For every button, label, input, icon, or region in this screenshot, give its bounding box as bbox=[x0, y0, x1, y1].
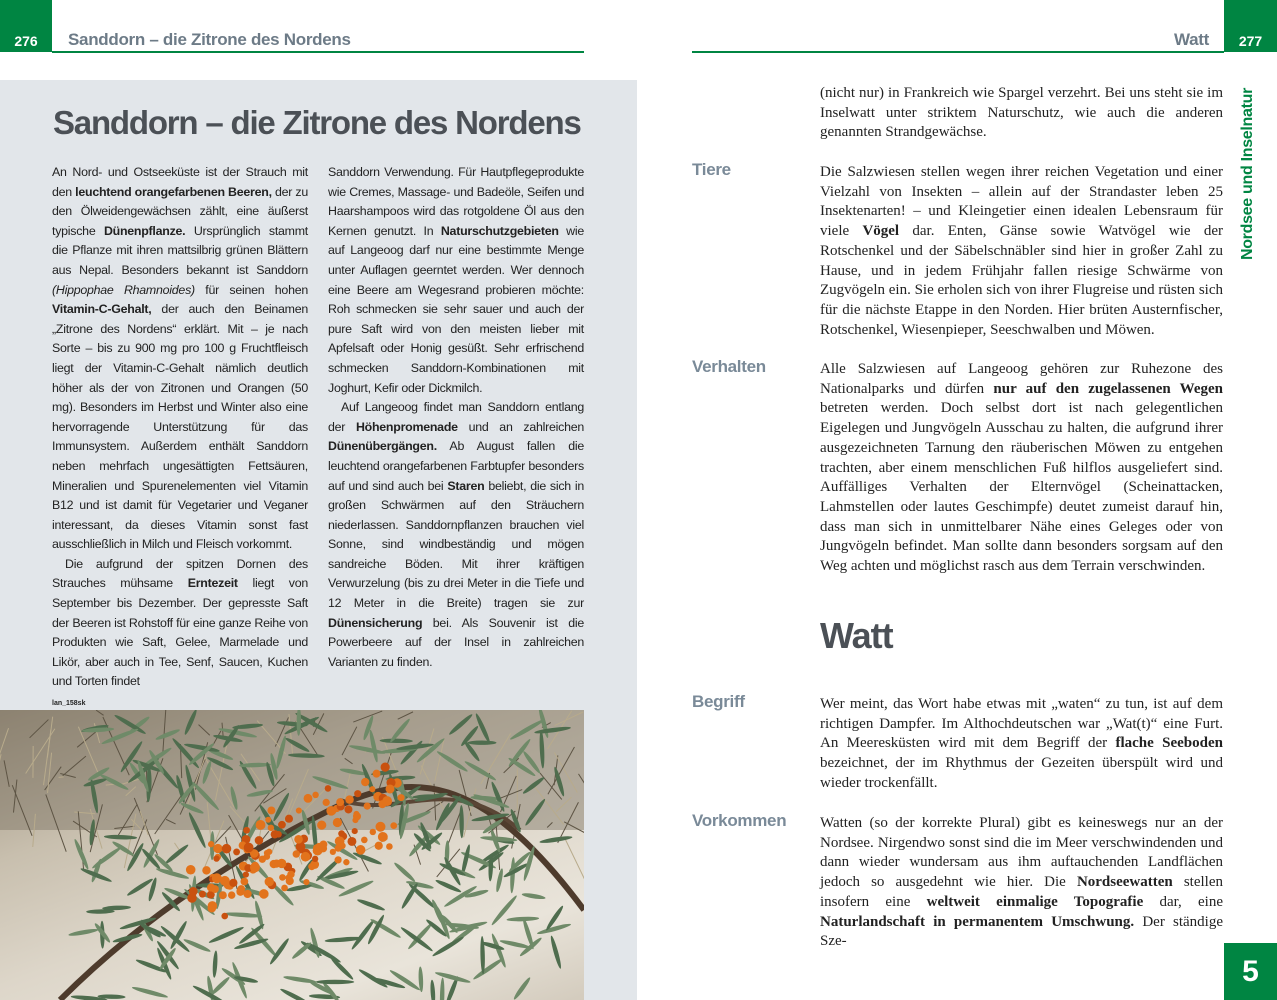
orange-berry bbox=[293, 850, 300, 857]
chapter-side-tab bbox=[1235, 87, 1261, 261]
orange-berry bbox=[386, 843, 393, 850]
side-tab-label: Nordsee und Inselnatur bbox=[1239, 87, 1257, 261]
text-run: Sanddorn Verwendung. Für Hautpflegeprodukte wie Cremes, Massage- und Badeöle, Seifen und Haarshampoos wird das rotgoldene Öl aus den Kernen genutzt. In bbox=[328, 165, 584, 238]
intro-paragraph bbox=[820, 84, 1223, 143]
section-label-begriff: Begriff bbox=[692, 692, 745, 711]
leaf bbox=[522, 845, 536, 881]
text-run: Die aufgrund der spitzen Dornen des Strauches mühsame bbox=[52, 556, 308, 591]
text-run: dar. Enten, Gänse sowie Watvögel wie der Rotschenkel und der Säbelschnäbler sind hier in großer Zahl zu Hause, und in jedem Frühjahr fallen riesige Schwärme von Zugvögeln ein. Sie erholen sich von ihrer Flugreise und rüsten sich für die nächste Etappe in den Norden. Hier brüten Austernfischer, Rotschenkel, Wiesenpieper, Seeschwalben und Möwen. bbox=[820, 223, 1223, 338]
leaf bbox=[549, 935, 562, 969]
orange-berry bbox=[268, 825, 274, 831]
orange-berry bbox=[336, 798, 344, 806]
orange-berry bbox=[233, 848, 240, 855]
orange-berry bbox=[281, 885, 288, 892]
page-number-right bbox=[1224, 0, 1277, 52]
orange-berry bbox=[243, 871, 249, 877]
text-run: beliebt, die sich in großen Schwärmen auf den Sträuchern niederlassen. Sanddornpflanzen brauchen viel Sonne, sind windbeständig und mögen sandreiche Böden. Mit ihrer kräftigen Verwurzelung (bis zu drei Meter in die Tiefe und 12 Meter in die Breite) tragen sie zur bbox=[328, 478, 584, 611]
orange-berry bbox=[382, 796, 392, 806]
box-column-2 bbox=[328, 163, 584, 672]
leaf bbox=[434, 971, 471, 985]
orange-berry bbox=[266, 849, 272, 855]
leaf bbox=[393, 861, 417, 883]
leaf bbox=[495, 868, 504, 893]
orange-berry bbox=[386, 784, 395, 793]
box-column-1 bbox=[52, 163, 308, 692]
orange-berry bbox=[361, 837, 368, 844]
orange-berry bbox=[208, 841, 214, 847]
section-label-verhalten: Verhalten bbox=[692, 357, 766, 376]
paragraph bbox=[328, 398, 584, 672]
box-title: Sanddorn – die Zitrone des Nordens bbox=[53, 104, 581, 141]
leaf bbox=[521, 892, 545, 900]
header-rule-left bbox=[52, 51, 584, 53]
bold-text: nur auf den zugelassenen Wegen bbox=[993, 380, 1223, 397]
orange-berry bbox=[320, 841, 328, 849]
orange-berry bbox=[250, 862, 260, 872]
bold-text: Vögel bbox=[862, 223, 900, 240]
leaf bbox=[389, 968, 422, 991]
text-run: Wer meint, das Wort habe etwas mit „waten“ zu tun, ist auf dem richtigen Dampfer. Im Althochdeutschen war „Wat(t)“ eine Furt. An Meeresküsten wird mit dem Begriff der bbox=[820, 696, 1223, 752]
bold-text: Dünenpflanze. bbox=[103, 223, 186, 238]
section-label-tiere: Tiere bbox=[692, 160, 731, 179]
orange-berry bbox=[301, 852, 311, 862]
leaf bbox=[315, 980, 354, 984]
orange-berry bbox=[189, 887, 198, 896]
sea-buckthorn-photo bbox=[0, 710, 584, 1000]
leaf bbox=[537, 922, 572, 935]
section-label-vorkommen: Vorkommen bbox=[692, 811, 787, 830]
orange-berry bbox=[369, 786, 375, 792]
orange-berry bbox=[317, 820, 326, 829]
leaf bbox=[306, 941, 342, 964]
leaf bbox=[480, 936, 485, 974]
orange-berry bbox=[344, 805, 352, 813]
text-run: bezeichnet, der im Rhythmus der Gezeiten überspült wird und wieder trockenfällt. bbox=[820, 755, 1223, 791]
orange-berry bbox=[390, 822, 397, 829]
orange-berry bbox=[244, 843, 254, 853]
text-run: der zu den Ölweidengewächsen zählt, eine äußerst typische bbox=[52, 184, 308, 238]
orange-berry bbox=[373, 770, 381, 778]
bold-text: Naturschutzgebieten bbox=[440, 223, 559, 238]
orange-berry bbox=[285, 815, 293, 823]
section-text-verhalten bbox=[820, 360, 1223, 577]
orange-berry bbox=[312, 792, 318, 798]
orange-berry bbox=[213, 844, 222, 853]
leaf bbox=[356, 898, 385, 912]
orange-berry bbox=[352, 817, 358, 823]
orange-berry bbox=[275, 831, 282, 838]
running-head-left: Sanddorn – die Zitrone des Nordens bbox=[68, 30, 351, 49]
orange-berry bbox=[303, 879, 309, 885]
orange-berry bbox=[222, 844, 232, 854]
orange-berry bbox=[186, 865, 196, 875]
leaf bbox=[208, 925, 245, 944]
orange-berry bbox=[347, 837, 356, 846]
paragraph bbox=[52, 555, 308, 692]
orange-berry bbox=[345, 795, 353, 803]
orange-berry bbox=[259, 856, 266, 863]
chapter-number-tab bbox=[1224, 943, 1277, 1000]
orange-berry bbox=[328, 807, 336, 815]
orange-berry bbox=[334, 856, 341, 863]
orange-berry bbox=[211, 885, 219, 893]
bold-text: Erntezeit bbox=[187, 576, 238, 591]
paragraph bbox=[820, 360, 1223, 577]
text-run: Ab August fallen die leuchtend orangefarbenen Farbtupfer besonders auf und sind auch bei bbox=[328, 439, 584, 493]
orange-berry bbox=[241, 878, 249, 886]
text-run: Ursprünglich stammt die Pflanze mit ihren mattsilbrig grünen Blättern aus Nepal. Besonders bekannt ist Sanddorn bbox=[52, 223, 308, 277]
orange-berry bbox=[259, 889, 269, 899]
text-run: und an zahlreichen bbox=[457, 419, 584, 434]
leaf bbox=[155, 867, 189, 881]
grass-blade bbox=[59, 777, 64, 778]
orange-berry bbox=[278, 821, 286, 829]
text-run: Auf Langeoog findet man Sanddorn entlang der bbox=[328, 400, 584, 434]
paragraph bbox=[328, 163, 584, 398]
bold-text: Naturlandschaft in permanentem Umschwung. bbox=[820, 913, 1135, 930]
text-run: (Hippophae Rhamnoides) bbox=[52, 282, 195, 297]
orange-berry bbox=[229, 879, 237, 887]
orange-berry bbox=[221, 913, 228, 920]
leaf bbox=[111, 840, 135, 857]
orange-berry bbox=[296, 807, 302, 813]
photo-caption: lan_158sk bbox=[52, 700, 86, 707]
bold-text: Vitamin-C-Gehalt, bbox=[52, 302, 152, 317]
orange-berry bbox=[398, 794, 405, 801]
orange-berry bbox=[370, 829, 376, 835]
leaf bbox=[499, 939, 531, 950]
text-run: betreten werden. Doch selbst dort ist nach gelegentlichen Eigelegen und Jungvögeln Ausschau zu halten, die aufgrund ihrer ausgezeichneten Tarnung den räuberischen Möwen zu entgehen trachten, aber einem menschlichen Fuß hilflos ausgeliefert sind. Auffälliges Verhalten der Elternvögel (Scheinattacken, Lahmstellen oder lautes Geschimpfe) deutet zumeist darauf hin, dass man sich in unmittelbarer Nähe eines Geleges oder von Jungvögeln befindet. Man sollte dann besonders sorgsam auf den Weg achten und möglichst rasch aus dem Terrain verschwinden. bbox=[820, 400, 1223, 575]
orange-berry bbox=[265, 877, 274, 886]
section-text-tiere bbox=[820, 163, 1223, 340]
orange-berry bbox=[237, 885, 245, 893]
leaf bbox=[431, 935, 465, 958]
orange-berry bbox=[265, 817, 271, 823]
orange-berry bbox=[294, 835, 303, 844]
paragraph bbox=[820, 814, 1223, 952]
bold-text: flache Seeboden bbox=[1115, 735, 1223, 752]
header-rule-right bbox=[692, 51, 1224, 53]
running-head-right: Watt bbox=[1174, 30, 1209, 49]
chapter-number: 5 bbox=[1242, 954, 1259, 988]
bold-text: Höhenpromenade bbox=[355, 419, 458, 434]
orange-berry bbox=[364, 803, 371, 810]
orange-berry bbox=[267, 807, 275, 815]
orange-berry bbox=[304, 794, 313, 803]
leaf bbox=[131, 985, 168, 999]
bold-text: Staren bbox=[447, 478, 485, 493]
leaf bbox=[472, 957, 504, 981]
orange-berry bbox=[243, 890, 251, 898]
paragraph bbox=[820, 695, 1223, 794]
orange-berry bbox=[323, 799, 330, 806]
orange-berry bbox=[243, 827, 250, 834]
text-run: Watten (so der korrekte Plural) gibt es keineswegs nur an der Nordsee. Nirgendwo sonst sind die im Meer verschwindenden und dann wieder wundersam aus ihm auftauchenden Landflächen jedoch so ausgedehnt wie hier. Die bbox=[820, 815, 1223, 891]
orange-berry bbox=[202, 866, 210, 874]
text-run: Der ständige Sze- bbox=[820, 913, 1223, 950]
text-run: An Nord- und Ostseeküste ist der Strauch mit den bbox=[52, 165, 308, 199]
orange-berry bbox=[213, 856, 219, 862]
orange-berry bbox=[378, 832, 388, 842]
orange-berry bbox=[376, 822, 386, 832]
page-number-text: 276 bbox=[14, 33, 38, 49]
paragraph bbox=[52, 163, 308, 555]
leaf bbox=[212, 950, 218, 978]
leaf bbox=[104, 834, 137, 840]
text-run: stellen insofern eine bbox=[820, 874, 1224, 910]
leaf bbox=[86, 909, 115, 914]
sea-buckthorn-illustration bbox=[0, 710, 584, 1000]
bold-text: Nordseewatten bbox=[1076, 874, 1173, 891]
orange-berry bbox=[356, 845, 366, 855]
orange-berry bbox=[354, 790, 361, 797]
leaf bbox=[439, 977, 444, 1000]
leaf bbox=[430, 899, 444, 925]
text-run: bei. Als Souvenir ist die Powerbeere auf der Insel in zahlreichen Varianten zu finden. bbox=[328, 615, 584, 669]
orange-berry bbox=[352, 828, 358, 834]
orange-berry bbox=[256, 820, 266, 830]
orange-berry bbox=[208, 904, 217, 913]
orange-berry bbox=[279, 874, 286, 881]
leaf bbox=[91, 845, 123, 870]
orange-berry bbox=[361, 778, 369, 786]
bold-text: Dünenübergängen. bbox=[328, 439, 437, 454]
orange-berry bbox=[255, 836, 264, 845]
text-run: wie auf Langeoog darf nur eine bestimmte Menge unter Auflagen geerntet werden. Wer dennoch eine Beere am Wegesrand probieren möchte: Roh schmecken sie sehr sauer und auch der pure Saft wird von den meisten lieber mit Apfelsaft oder Honig gesüßt. Sehr erfrischend schmecken Sanddorn-Kombinationen mit Joghurt, Kefir oder Dickmilch. bbox=[328, 223, 584, 395]
orange-berry bbox=[286, 877, 294, 885]
leaf bbox=[400, 882, 419, 910]
orange-berry bbox=[277, 859, 286, 868]
text-run: liegt von September bis Dezember. Der gepresste Saft der Beeren ist Rohstoff für eine ganze Reihe von Produkten wie Saft, Gelee, Marmelade und Likör, aber auch in Tee, Senf, Saucen, Kuchen und Torten findet bbox=[52, 576, 308, 689]
orange-berry bbox=[287, 871, 294, 878]
orange-berry bbox=[199, 891, 206, 898]
orange-berry bbox=[375, 842, 383, 850]
bold-text: weltweit einmalige Topografie bbox=[926, 893, 1144, 910]
orange-berry bbox=[343, 859, 349, 865]
orange-berry bbox=[325, 785, 332, 792]
text-run: Die Salzwiesen stellen wegen ihrer reichen Vegetation und einer Vielzahl von Insekten – allein auf der Strandaster leben 25 Insektenarten! – und Kleingetier einen idealen Lebensraum für viele bbox=[820, 164, 1223, 240]
orange-berry bbox=[228, 891, 235, 898]
bold-text: leuchtend orangefarbenen Beeren, bbox=[75, 184, 272, 199]
leaf bbox=[490, 894, 518, 926]
orange-berry bbox=[312, 856, 318, 862]
orange-berry bbox=[339, 843, 346, 850]
page-number-text: 277 bbox=[1238, 33, 1263, 49]
leaf bbox=[358, 968, 389, 989]
text-run: für seinen hohen bbox=[194, 282, 308, 297]
leaf bbox=[400, 926, 434, 953]
section-text-vorkommen bbox=[820, 814, 1223, 952]
orange-berry bbox=[333, 818, 342, 827]
leaf bbox=[291, 941, 313, 960]
paragraph bbox=[820, 84, 1223, 143]
page-number-left bbox=[0, 0, 52, 52]
text-run: (nicht nur) in Frankreich wie Spargel verzehrt. Bei uns steht sie im Inselwatt unter striktem Naturschutz, wie auch die anderen genannten Strandgewächse. bbox=[820, 85, 1223, 141]
leaf bbox=[279, 987, 312, 1000]
section-text-begriff bbox=[820, 695, 1223, 794]
leaf bbox=[68, 928, 99, 938]
text-run: der auch den Beinamen „Zitrone des Nordens“ erklärt. Mit – je nach Sorte – bis zu 900 mg pro 100 g Fruchtfleisch liegt der Vitamin-C-Gehalt nämlich deutlich höher als der von Zitronen und Orangen (50 mg). Besonders im Herbst und Winter also eine hervorragende Unterstützung für das Immunsystem. Außerdem enthält Sanddorn neben mehrfach ungesättigten Fettsäuren, Mineralien und Spurenelementen viel Vitamin B12 und ist damit für Vegetarier und Veganer interessant, da dieses Vitamin sonst fast ausschließlich in Milch und Fleisch vorkommt. bbox=[52, 302, 308, 552]
leaf bbox=[183, 938, 212, 954]
text-run: dar, eine bbox=[1143, 893, 1224, 910]
orange-berry bbox=[381, 763, 390, 772]
orange-berry bbox=[353, 811, 359, 817]
leaf bbox=[539, 835, 573, 844]
orange-berry bbox=[219, 891, 227, 899]
bold-text: Dünensicherung bbox=[328, 615, 423, 630]
section-heading-watt: Watt bbox=[820, 615, 893, 656]
text-run: Alle Salzwiesen auf Langeoog gehören zur Ruhezone des Nationalparks und dürfen bbox=[820, 361, 1223, 397]
orange-berry bbox=[270, 860, 278, 868]
leaf bbox=[506, 916, 539, 922]
orange-berry bbox=[212, 873, 222, 883]
grass-blade bbox=[566, 840, 584, 885]
paragraph bbox=[820, 163, 1223, 340]
leaf bbox=[430, 980, 436, 1000]
leaf bbox=[512, 976, 532, 1000]
